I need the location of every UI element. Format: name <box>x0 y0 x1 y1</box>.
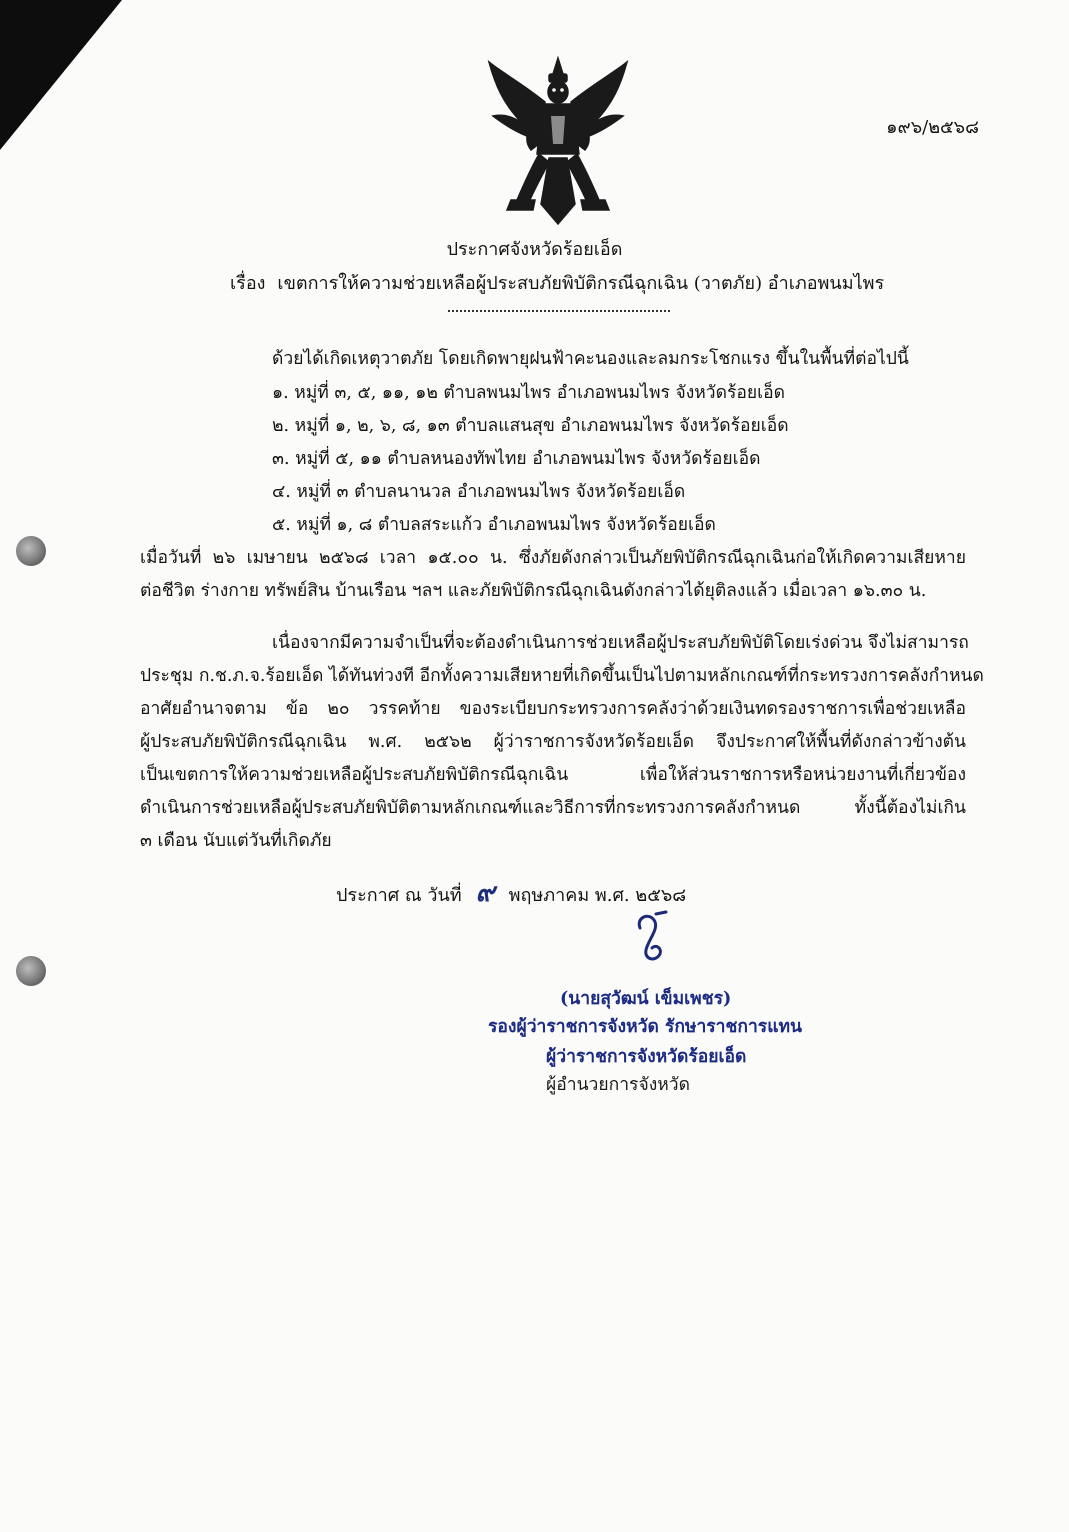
area-item-3: ๓. หมู่ที่ ๕, ๑๑ ตำบลหนองทัพไทย อำเภอพนมไพร จังหวัดร้อยเอ็ด <box>272 449 761 469</box>
subject-label: เรื่อง <box>230 273 266 294</box>
area-item-1: ๑. หมู่ที่ ๓, ๕, ๑๑, ๑๒ ตำบลพนมไพร อำเภอพนมไพร จังหวัดร้อยเอ็ด <box>272 383 786 403</box>
reason-line-6: ดำเนินการช่วยเหลือผู้ประสบภัยพิบัติตามหลักเกณฑ์และวิธีการที่กระทรวงการคลังกำหนด ทั้งนี้ต้องไม่เกิน <box>140 798 966 818</box>
announce-day: ๙ <box>475 878 495 908</box>
signer-director: ผู้อำนวยการจังหวัด <box>546 1075 690 1095</box>
area-item-2: ๒. หมู่ที่ ๑, ๒, ๖, ๘, ๑๓ ตำบลแสนสุข อำเภอพนมไพร จังหวัดร้อยเอ็ด <box>272 416 789 436</box>
area-item-5: ๕. หมู่ที่ ๑, ๘ ตำบลสระแก้ว อำเภอพนมไพร จังหวัดร้อยเอ็ด <box>272 515 716 535</box>
reason-line-3: อาศัยอำนาจตาม ข้อ ๒๐ วรรคท้าย ของระเบียบกระทรวงการคลังว่าด้วยเงินทดรองราชการเพื่อช่วยเหลือ <box>140 699 966 719</box>
announce-month-year: พฤษภาคม พ.ศ. ๒๕๖๘ <box>508 885 687 906</box>
signer-position-lead: รองผู้ว่าราชการจังหวัด <box>488 1017 659 1037</box>
incident-line-1: เมื่อวันที่ ๒๖ เมษายน ๒๕๖๘ เวลา ๑๕.๐๐ น. ซึ่งภัยดังกล่าวเป็นภัยพิบัติกรณีฉุกเฉินก่อให้เกิดความเสียหาย <box>140 548 966 568</box>
area-item-4: ๔. หมู่ที่ ๓ ตำบลนานวล อำเภอพนมไพร จังหวัดร้อยเอ็ด <box>272 482 686 502</box>
garuda-emblem-icon <box>483 54 633 232</box>
signer-name: (นายสุวัฒน์ เข็มเพชร) <box>560 989 732 1009</box>
announcement-title: ประกาศจังหวัดร้อยเอ็ด <box>446 239 623 260</box>
reason-line-5: เป็นเขตการให้ความช่วยเหลือผู้ประสบภัยพิบัติกรณีฉุกเฉิน เพื่อให้ส่วนราชการหรือหน่วยงานที่เกี่ยวข้อง <box>140 765 966 785</box>
binder-hole-bottom <box>16 956 46 986</box>
signature-icon <box>626 910 676 970</box>
signer-acting: รักษาราชการแทน <box>664 1017 802 1037</box>
incident-line-2: ต่อชีวิต ร่างกาย ทรัพย์สิน บ้านเรือน ฯลฯ และภัยพิบัติกรณีฉุกเฉินดังกล่าวได้ยุติลงแล้ว เมื่อเวลา ๑๖.๓๐ น. <box>140 581 927 601</box>
subject-text: เขตการให้ความช่วยเหลือผู้ประสบภัยพิบัติกรณีฉุกเฉิน (วาตภัย) อำเภอพนมไพร <box>277 273 885 294</box>
reason-line-1: เนื่องจากมีความจำเป็นที่จะต้องดำเนินการช่วยเหลือผู้ประสบภัยพิบัติโดยเร่งด่วน จึงไม่สามารถ <box>272 633 969 653</box>
reason-line-2: ประชุม ก.ช.ภ.จ.ร้อยเอ็ด ได้ทันท่วงที อีกทั้งความเสียหายที่เกิดขึ้นเป็นไปตามหลักเกณฑ์ที่กระทรวงการคลังกำหนด <box>140 666 984 686</box>
binder-hole-top <box>16 536 46 566</box>
title-divider <box>448 310 670 312</box>
reason-line-4: ผู้ประสบภัยพิบัติกรณีฉุกเฉิน พ.ศ. ๒๕๖๒ ผู้ว่าราชการจังหวัดร้อยเอ็ด จึงประกาศให้พื้นที่ดังกล่าวข้างต้น <box>140 732 966 752</box>
signer-governor: ผู้ว่าราชการจังหวัดร้อยเอ็ด <box>546 1047 747 1067</box>
signer-position <box>488 1012 802 1040</box>
announce-date <box>336 872 700 913</box>
announce-label: ประกาศ ณ วันที่ <box>336 885 462 906</box>
reason-line-7: ๓ เดือน นับแต่วันที่เกิดภัย <box>140 831 332 851</box>
subject-line <box>230 268 884 297</box>
document-number: ๑๙๖/๒๕๖๘ <box>886 117 979 138</box>
body-intro: ด้วยได้เกิดเหตุวาตภัย โดยเกิดพายุฝนฟ้าคะนองและลมกระโชกแรง ขึ้นในพื้นที่ต่อไปนี้ <box>272 349 909 369</box>
scan-corner-shadow <box>0 0 122 150</box>
